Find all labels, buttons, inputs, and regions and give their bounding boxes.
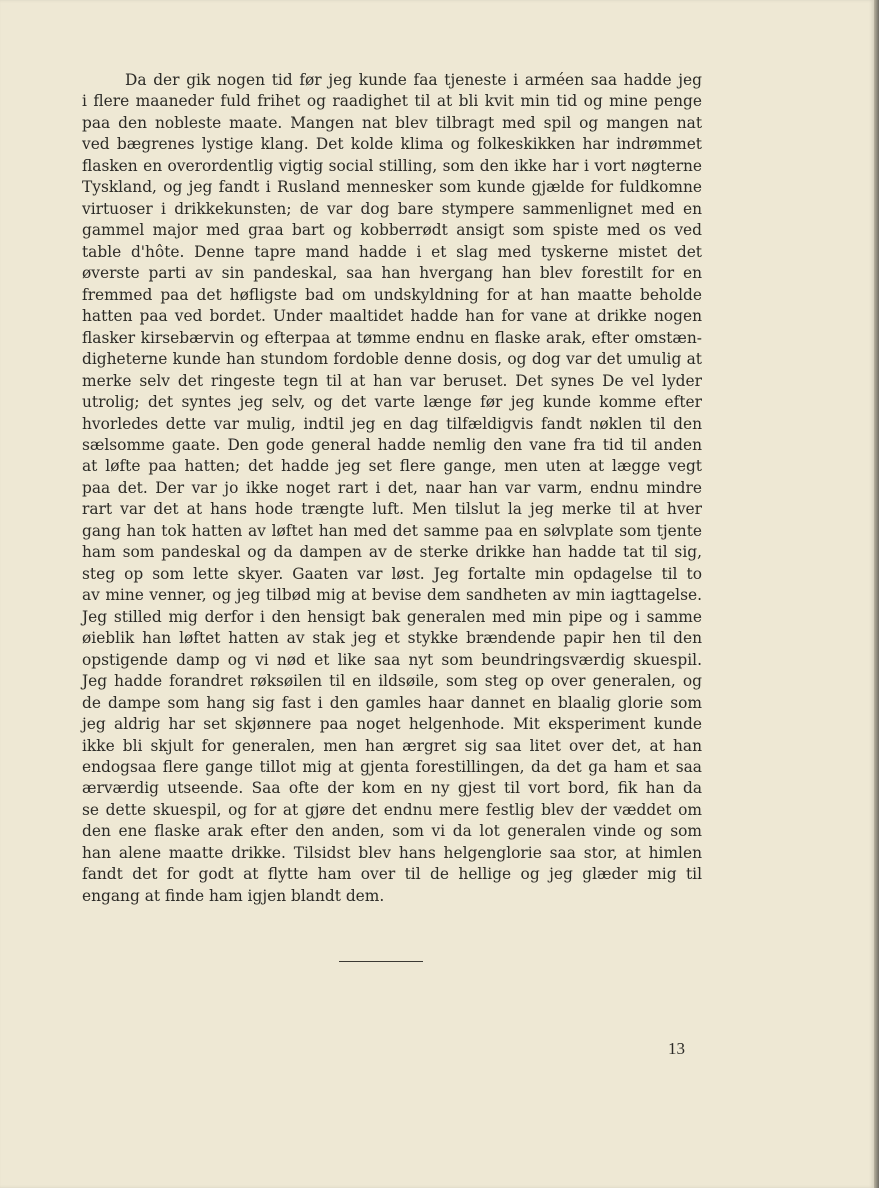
page-number: 13: [668, 1039, 685, 1058]
text-line: øieblik han løftet hatten av stak jeg et stykke brændende papir hen til den: [82, 629, 702, 648]
text-line: ikke bli skjult for generalen, men han ærgret sig saa litet over det, at han: [82, 736, 702, 755]
text-line: steg op som lette skyer. Gaaten var løst. Jeg fortalte min opdagelse til to: [82, 564, 702, 583]
text-line: rart var det at hans hode trængte luft. Men tilslut la jeg merke til at hver: [82, 500, 702, 519]
text-line: han alene maatte drikke. Tilsidst blev hans helgenglorie saa stor, at himlen: [82, 843, 702, 862]
text-line: se dette skuespil, og for at gjøre det endnu mere festlig blev der væddet om: [82, 800, 702, 819]
text-line: at løfte paa hatten; det hadde jeg set flere gange, men uten at lægge vegt: [82, 457, 702, 476]
text-line: gammel major med graa bart og kobberrødt ansigt som spiste med os ved: [82, 221, 702, 240]
page-edge-shadow: [874, 0, 879, 1188]
text-line: av mine venner, og jeg tilbød mig at bevise dem sandheten av min iagttagelse.: [82, 586, 702, 605]
text-line: Tyskland, og jeg fandt i Rusland mennesker som kunde gjælde for fuldkomne: [82, 178, 702, 197]
text-line: Da der gik nogen tid før jeg kunde faa tjeneste i arméen saa hadde jeg: [125, 71, 702, 89]
text-line: endogsaa flere gange tillot mig at gjenta forestillingen, da det ga ham et saa: [82, 758, 702, 776]
text-line: sælsomme gaate. Den gode general hadde nemlig den vane fra tid til anden: [82, 435, 702, 454]
text-line: flasker kirsebærvin og efterpaa at tømme endnu en flaske arak, efter omstæn-: [82, 328, 702, 347]
text-line: hvorledes dette var mulig, indtil jeg en dag tilfældigvis fandt nøklen til den: [82, 414, 702, 433]
text-line: jeg aldrig har set skjønnere paa noget helgenhode. Mit eksperiment kunde: [82, 715, 702, 734]
text-line: i flere maaneder fuld frihet og raadighet til at bli kvit min tid og mine penge: [82, 92, 702, 111]
section-divider: [339, 961, 423, 962]
text-line: utrolig; det syntes jeg selv, og det varte længe før jeg kunde komme efter: [82, 393, 702, 412]
text-line: merke selv det ringeste tegn til at han var beruset. Det synes De vel lyder: [82, 371, 702, 390]
text-line: digheterne kunde han stundom fordoble denne dosis, og dog var det umulig at: [82, 350, 702, 369]
text-line: table d'hôte. Denne tapre mand hadde i et slag med tyskerne mistet det: [82, 242, 702, 261]
text-line: den ene flaske arak efter den anden, som vi da lot generalen vinde og som: [82, 822, 702, 841]
text-line: virtuoser i drikkekunsten; de var dog bare stympere sammenlignet med en: [82, 199, 702, 218]
text-line: paa den nobleste maate. Mangen nat blev tilbragt med spil og mangen nat: [82, 113, 702, 132]
text-line: engang at finde ham igjen blandt dem.: [82, 886, 385, 905]
text-line: ham som pandeskal og da dampen av de sterke drikke han hadde tat til sig,: [82, 543, 702, 562]
body-text: [82, 70, 702, 907]
text-line: flasken en overordentlig vigtig social stilling, som den ikke har i vort nøgterne: [82, 156, 702, 175]
text-line: fremmed paa det høfligste bad om undskyldning for at han maatte beholde: [82, 285, 702, 304]
text-line: øverste parti av sin pandeskal, saa han hvergang han blev forestilt for en: [82, 264, 702, 283]
text-line: hatten paa ved bordet. Under maaltidet hadde han for vane at drikke nogen: [82, 307, 702, 326]
text-line: paa det. Der var jo ikke noget rart i det, naar han var varm, endnu mindre: [82, 478, 702, 497]
text-line: Jeg stilled mig derfor i den hensigt bak generalen med min pipe og i samme: [82, 607, 702, 626]
text-line: gang han tok hatten av løftet han med det samme paa en sølvplate som tjente: [82, 521, 702, 540]
text-line: opstigende damp og vi nød et like saa nyt som beundringsværdig skuespil.: [82, 650, 702, 669]
text-line: de dampe som hang sig fast i den gamles haar dannet en blaalig glorie som: [82, 693, 702, 712]
text-line: Jeg hadde forandret røksøilen til en ildsøile, som steg op over generalen, og: [82, 672, 702, 691]
text-line: ærværdig utseende. Saa ofte der kom en ny gjest til vort bord, fik han da: [82, 779, 702, 798]
text-line: fandt det for godt at flytte ham over til de hellige og jeg glæder mig til: [82, 865, 702, 884]
text-line: ved bægrenes lystige klang. Det kolde klima og folkeskikken har indrømmet: [82, 135, 702, 154]
